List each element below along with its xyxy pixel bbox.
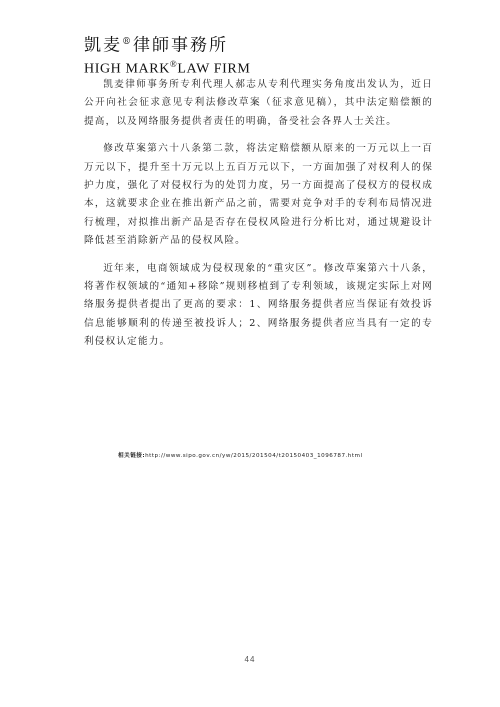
logo-chinese: 凱麦®律師事務所 — [84, 35, 228, 56]
article-body — [84, 76, 433, 361]
paragraph-3: 近年来，电商领域成为侵权现象的“重灾区”。修改草案第六十八条，将著作权领域的“通知+移除”规则移植到了专利领域，该规定实际上对网络服务提供者提出了更高的要求：1、网络服务提供者应当保证有效投诉信息能够顺利的传递至被投诉人；2、网络服务提供者应当具有一定的专利侵权认定能力。 — [84, 262, 433, 348]
related-link — [118, 451, 418, 459]
registered-mark: ® — [122, 37, 133, 47]
firm-logo — [84, 33, 250, 77]
page-number: 44 — [244, 655, 256, 664]
logo-english: HIGH MARK®LAW FIRM — [84, 58, 251, 77]
registered-mark: ® — [169, 58, 178, 69]
paragraph-1: 凯麦律师事务所专利代理人郝志从专利代理实务角度出发认为，近日公开向社会征求意见专利法修改草案（征求意见稿），其中法定赔偿额的提高，以及网络服务提供者责任的明确，备受社会各界人士关注。 — [84, 79, 433, 127]
related-link-label: 相关链接: — [118, 453, 146, 459]
paragraph-2: 修改草案第六十八条第二款，将法定赔偿额从原来的一万元以上一百万元以下，提升至十万元以上五百万元以下，一方面加强了对权利人的保护力度，强化了对侵权行为的处罚力度，另一方面提高了侵权方的侵权成本，这就要求企业在推出新产品之前，需要对竞争对手的专利布局情况进行梳理，对拟推出新产品是否存在侵权风险进行分析比对，通过规避设计降低甚至消除新产品的侵权风险。 — [84, 143, 433, 247]
related-link-url[interactable]: http://www.sipo.gov.cn/yw/2015/201504/t20150403_1096787.html — [145, 453, 363, 459]
